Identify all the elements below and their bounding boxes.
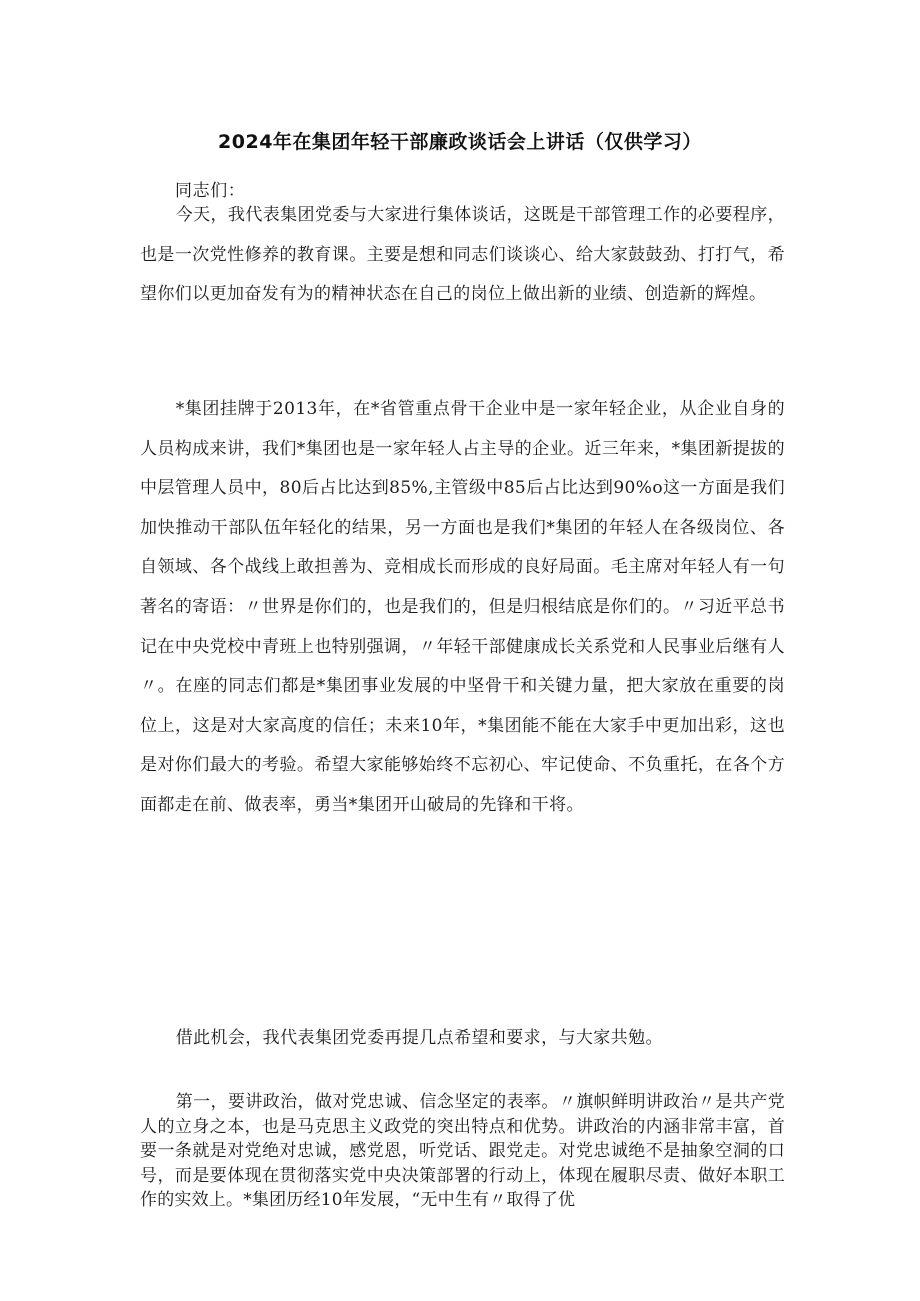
document-title: 2024年在集团年轻干部廉政谈话会上讲话（仅供学习） (218, 131, 702, 153)
paragraph-1: 今天，我代表集团党委与大家进行集体谈话，这既是干部管理工作的必要程序，也是一次党性修养的教育课。主要是想和同志们谈谈心、给大家鼓鼓劲、打打气，希望你们以更加奋发有为的精神状态在自己的岗位上做出新的业绩、创造新的辉煌。 (140, 205, 785, 305)
paragraph-4: 第一，要讲政治，做对党忠诚、信念坚定的表率。〃旗帜鲜明讲政治〃是共产党人的立身之本，也是马克思主义政党的突出特点和优势。讲政治的内涵非常丰富，首要一条就是对党绝对忠诚，感党恩，听党话、跟党走。对党忠诚绝不是抽象空洞的口号，而是要体现在贯彻落实党中央决策部署的行动上，体现在履职尽责、做好本职工作的实效上。*集团历经10年发展，“无中生有〃取得了优 (140, 1092, 785, 1210)
paragraph-2: *集团挂牌于2013年，在*省管重点骨干企业中是一家年轻企业，从企业自身的人员构成来讲，我们*集团也是一家年轻人占主导的企业。近三年来，*集团新提拔的中层管理人员中，80后占比达到85%,主管级中85后占比达到90%o这一方面是我们加快推动干部队伍年轻化的结果，另一方面也是我们*集团的年轻人在各级岗位、各自领域、各个战线上敢担善为、竞相成长而形成的良好局面。毛主席对年轻人有一句著名的寄语：〃世界是你们的，也是我们的，但是归根结底是你们的。〃习近平总书记在中央党校中青班上也特别强调，〃年轻干部健康成长关系党和人民事业后继有人〃。在座的同志们都是*集团事业发展的中坚骨干和关键力量，把大家放在重要的岗位上，这是对大家高度的信任；未来10年，*集团能不能在大家手中更加出彩，这也是对你们最大的考验。希望大家能够始终不忘初心、牢记使命、不负重托，在各个方面都走在前、做表率，勇当*集团开山破局的先锋和干将。 (140, 399, 785, 815)
paragraph-3: 借此机会，我代表集团党委再提几点希望和要求，与大家共勉。 (175, 1028, 663, 1048)
greeting: 同志们： (175, 181, 246, 201)
